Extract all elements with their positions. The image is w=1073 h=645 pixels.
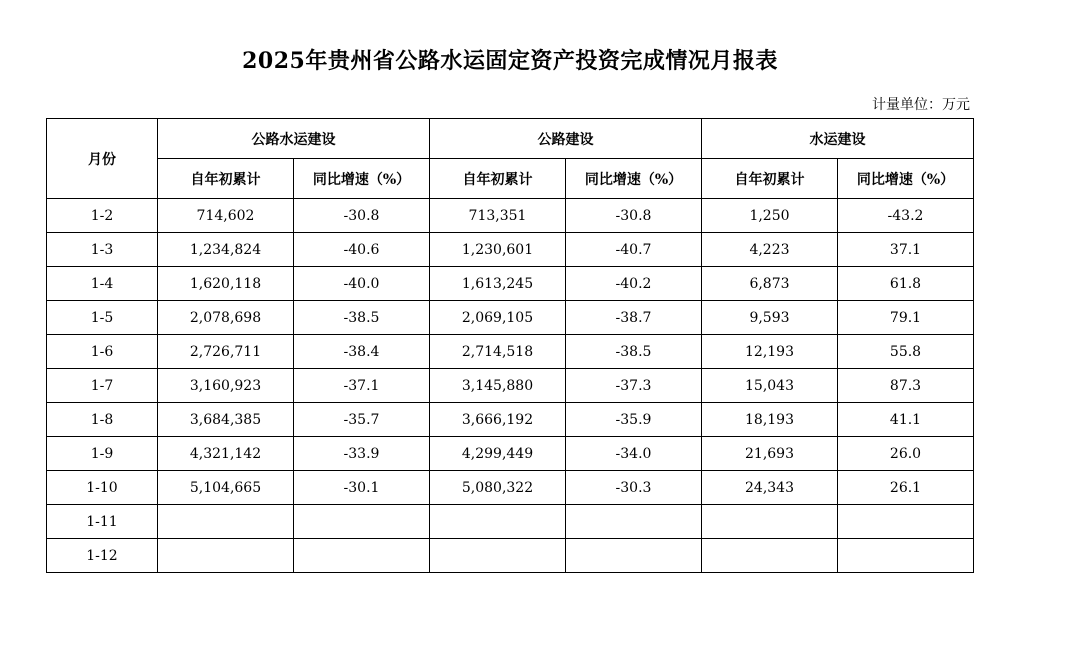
month-cell: 1-4 <box>47 267 158 301</box>
waterway-growth-cell: 26.1 <box>838 471 974 505</box>
subheader-growth: 同比增速（%） <box>566 159 702 199</box>
group-header-highway: 公路建设 <box>430 119 702 159</box>
table-row <box>47 233 974 267</box>
highway-cumulative-cell: 4,299,449 <box>430 437 566 471</box>
subheader-cumulative: 自年初累计 <box>158 159 294 199</box>
month-cell: 1-5 <box>47 301 158 335</box>
waterway-cumulative-cell <box>702 539 838 573</box>
highway-cumulative-cell: 2,714,518 <box>430 335 566 369</box>
highway-cumulative-cell <box>430 539 566 573</box>
header-row-subheaders <box>47 159 974 199</box>
report-table <box>46 118 974 573</box>
total-cumulative-cell: 1,234,824 <box>158 233 294 267</box>
waterway-growth-cell: 26.0 <box>838 437 974 471</box>
waterway-growth-cell: 55.8 <box>838 335 974 369</box>
header-row-groups <box>47 119 974 159</box>
total-cumulative-cell: 3,684,385 <box>158 403 294 437</box>
total-cumulative-cell <box>158 539 294 573</box>
total-growth-cell <box>294 505 430 539</box>
highway-growth-cell: -40.7 <box>566 233 702 267</box>
subheader-growth: 同比增速（%） <box>294 159 430 199</box>
month-cell: 1-2 <box>47 199 158 233</box>
report-title: 2025年贵州省公路水运固定资产投资完成情况月报表 <box>242 48 778 74</box>
waterway-growth-cell <box>838 539 974 573</box>
total-growth-cell: -33.9 <box>294 437 430 471</box>
total-cumulative-cell: 2,078,698 <box>158 301 294 335</box>
table-row <box>47 267 974 301</box>
highway-growth-cell <box>566 505 702 539</box>
month-cell: 1-8 <box>47 403 158 437</box>
highway-cumulative-cell: 1,613,245 <box>430 267 566 301</box>
table-body <box>47 199 974 573</box>
waterway-growth-cell: 37.1 <box>838 233 974 267</box>
month-cell: 1-9 <box>47 437 158 471</box>
table-row <box>47 505 974 539</box>
highway-growth-cell: -35.9 <box>566 403 702 437</box>
total-cumulative-cell: 2,726,711 <box>158 335 294 369</box>
waterway-growth-cell: 79.1 <box>838 301 974 335</box>
highway-growth-cell: -30.3 <box>566 471 702 505</box>
waterway-cumulative-cell: 12,193 <box>702 335 838 369</box>
month-header: 月份 <box>47 119 158 199</box>
table-row <box>47 199 974 233</box>
waterway-cumulative-cell: 18,193 <box>702 403 838 437</box>
month-cell: 1-11 <box>47 505 158 539</box>
highway-cumulative-cell: 713,351 <box>430 199 566 233</box>
total-growth-cell: -40.0 <box>294 267 430 301</box>
highway-cumulative-cell <box>430 505 566 539</box>
highway-cumulative-cell: 2,069,105 <box>430 301 566 335</box>
highway-cumulative-cell: 5,080,322 <box>430 471 566 505</box>
unit-label: 计量单位：万元 <box>872 97 970 113</box>
highway-growth-cell: -38.5 <box>566 335 702 369</box>
highway-growth-cell: -38.7 <box>566 301 702 335</box>
month-cell: 1-7 <box>47 369 158 403</box>
waterway-cumulative-cell <box>702 505 838 539</box>
highway-cumulative-cell: 3,145,880 <box>430 369 566 403</box>
waterway-cumulative-cell: 21,693 <box>702 437 838 471</box>
total-growth-cell: -30.1 <box>294 471 430 505</box>
waterway-cumulative-cell: 6,873 <box>702 267 838 301</box>
highway-growth-cell: -37.3 <box>566 369 702 403</box>
waterway-cumulative-cell: 9,593 <box>702 301 838 335</box>
total-growth-cell <box>294 539 430 573</box>
month-cell: 1-6 <box>47 335 158 369</box>
total-cumulative-cell: 1,620,118 <box>158 267 294 301</box>
group-header-total: 公路水运建设 <box>158 119 430 159</box>
subheader-growth: 同比增速（%） <box>838 159 974 199</box>
total-cumulative-cell: 3,160,923 <box>158 369 294 403</box>
table-row <box>47 335 974 369</box>
highway-cumulative-cell: 3,666,192 <box>430 403 566 437</box>
table-row <box>47 539 974 573</box>
total-cumulative-cell: 714,602 <box>158 199 294 233</box>
highway-growth-cell: -30.8 <box>566 199 702 233</box>
table-row <box>47 437 974 471</box>
total-growth-cell: -35.7 <box>294 403 430 437</box>
highway-growth-cell: -40.2 <box>566 267 702 301</box>
total-cumulative-cell <box>158 505 294 539</box>
total-growth-cell: -30.8 <box>294 199 430 233</box>
total-growth-cell: -38.5 <box>294 301 430 335</box>
total-growth-cell: -38.4 <box>294 335 430 369</box>
total-growth-cell: -40.6 <box>294 233 430 267</box>
table-row <box>47 301 974 335</box>
total-cumulative-cell: 5,104,665 <box>158 471 294 505</box>
total-growth-cell: -37.1 <box>294 369 430 403</box>
waterway-cumulative-cell: 1,250 <box>702 199 838 233</box>
group-header-waterway: 水运建设 <box>702 119 974 159</box>
waterway-cumulative-cell: 24,343 <box>702 471 838 505</box>
table-row <box>47 369 974 403</box>
table-row <box>47 403 974 437</box>
waterway-cumulative-cell: 4,223 <box>702 233 838 267</box>
subheader-cumulative: 自年初累计 <box>430 159 566 199</box>
waterway-growth-cell <box>838 505 974 539</box>
highway-growth-cell <box>566 539 702 573</box>
waterway-growth-cell: 61.8 <box>838 267 974 301</box>
month-cell: 1-12 <box>47 539 158 573</box>
waterway-growth-cell: 87.3 <box>838 369 974 403</box>
waterway-growth-cell: 41.1 <box>838 403 974 437</box>
highway-growth-cell: -34.0 <box>566 437 702 471</box>
table-row <box>47 471 974 505</box>
waterway-cumulative-cell: 15,043 <box>702 369 838 403</box>
subheader-cumulative: 自年初累计 <box>702 159 838 199</box>
month-cell: 1-3 <box>47 233 158 267</box>
highway-cumulative-cell: 1,230,601 <box>430 233 566 267</box>
total-cumulative-cell: 4,321,142 <box>158 437 294 471</box>
waterway-growth-cell: -43.2 <box>838 199 974 233</box>
month-cell: 1-10 <box>47 471 158 505</box>
